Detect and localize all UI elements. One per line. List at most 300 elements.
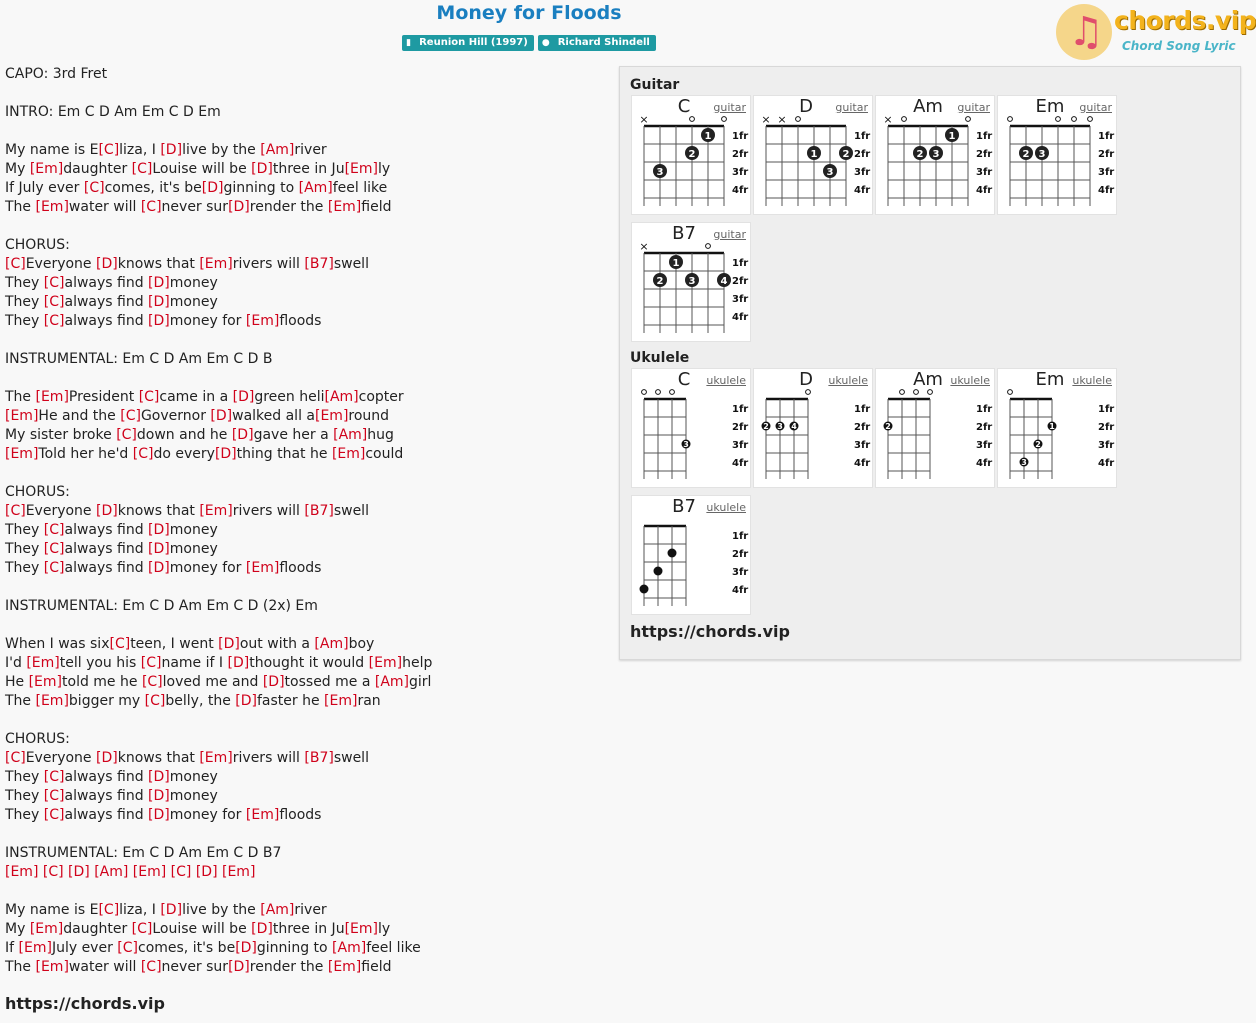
chord-link[interactable]: [C] <box>43 769 65 785</box>
lyric-text: ginning to <box>256 940 333 956</box>
lyric-text: liza, I <box>119 142 161 158</box>
fret-number-label: 1fr <box>732 258 749 269</box>
album-icon: ▮ <box>406 38 412 48</box>
lyric-text: told me he <box>62 674 142 690</box>
chord-link[interactable]: [C] <box>43 541 65 557</box>
lyric-text: INSTRUMENTAL: Em C D Am Em C D (2x) Em <box>5 598 318 614</box>
chord-name: C <box>677 96 691 117</box>
chord-link[interactable]: [Em] <box>199 256 233 272</box>
fret-number-label: 2fr <box>976 149 993 160</box>
chord-name: Am <box>913 96 943 117</box>
fret-number-label: 2fr <box>1098 422 1115 433</box>
lyric-text: INSTRUMENTAL: Em C D Am Em C D B <box>5 351 273 367</box>
chord-link[interactable]: [C] <box>140 959 162 975</box>
chord-link[interactable]: [D] <box>227 655 250 671</box>
chord-link[interactable]: [C] <box>141 674 163 690</box>
lyric-text: walked all a <box>232 408 315 424</box>
chord-link[interactable]: [D] <box>96 256 118 272</box>
chord-link[interactable]: [C] <box>116 427 137 443</box>
instrument-link[interactable]: ukulele <box>1072 374 1112 387</box>
lyric-text: knows that <box>117 256 200 272</box>
lyric-line <box>5 521 605 540</box>
chord-name: Em <box>1035 369 1065 390</box>
open-string-marker <box>900 390 905 395</box>
chord-link[interactable]: [Em] <box>315 408 349 424</box>
chord-link[interactable]: [D] <box>231 427 254 443</box>
open-string-marker <box>706 244 711 249</box>
lyric-text: always find <box>64 560 149 576</box>
instrument-link[interactable]: ukulele <box>706 501 746 514</box>
chord-link[interactable]: [C] <box>5 256 26 272</box>
chord-link[interactable]: [Em] <box>327 959 362 975</box>
open-string-marker <box>966 117 971 122</box>
album-badge[interactable] <box>402 35 534 51</box>
lyric-text: field <box>361 959 392 975</box>
instrument-link[interactable]: guitar <box>1079 101 1112 114</box>
lyric-line <box>5 540 605 559</box>
fret-number-label: 3fr <box>732 440 749 451</box>
chord-diagram-ukulele-d[interactable] <box>753 368 873 488</box>
lyric-text: rivers will <box>232 256 305 272</box>
chord-link[interactable]: [C] <box>98 902 120 918</box>
ukulele-section-label: Ukulele <box>630 350 690 366</box>
chord-link[interactable]: [C] <box>43 807 65 823</box>
chord-link[interactable]: [Em] <box>5 408 39 424</box>
lyric-text: field <box>361 199 392 215</box>
chord-link[interactable]: [Em] <box>199 503 233 519</box>
chord-link[interactable]: [D] <box>160 142 183 158</box>
fret-number-label: 2fr <box>1098 149 1115 160</box>
lyric-text: always find <box>64 313 149 329</box>
blank-line <box>5 578 605 597</box>
lyric-text: money for <box>169 807 246 823</box>
fret-number-label: 4fr <box>976 458 993 469</box>
fret-number-label: 1fr <box>976 131 993 142</box>
chord-link[interactable]: [Em] <box>344 161 378 177</box>
finger-number: 4 <box>791 422 797 431</box>
open-string-marker <box>1008 117 1013 122</box>
chord-link[interactable]: [C] <box>5 750 26 766</box>
chord-link[interactable]: [C] <box>5 503 26 519</box>
artist-label: Richard Shindell <box>557 37 650 48</box>
chord-link[interactable]: [Em] <box>245 560 280 576</box>
lyric-text: rivers will <box>232 503 305 519</box>
fret-number-label: 4fr <box>732 185 749 196</box>
chord-link[interactable]: [Am] <box>260 902 295 918</box>
chord-diagram-ukulele-b7[interactable] <box>631 495 751 615</box>
lyric-line <box>5 312 605 331</box>
lyric-text: If <box>5 940 19 956</box>
chord-link[interactable]: [C] <box>120 408 141 424</box>
instrument-link[interactable]: guitar <box>713 228 746 241</box>
chord-link[interactable]: [D] <box>148 769 170 785</box>
fret-number-label: 4fr <box>732 312 749 323</box>
chord-link[interactable]: [Em] <box>245 313 280 329</box>
chord-link[interactable]: [D] <box>160 902 183 918</box>
chord-name: B7 <box>672 496 696 517</box>
chord-link[interactable]: [Em] <box>35 693 69 709</box>
fret-number-label: 2fr <box>854 149 871 160</box>
fret-number-label: 3fr <box>854 167 871 178</box>
chord-link[interactable]: [D] <box>148 313 170 329</box>
lyric-text: comes, it's be <box>138 940 236 956</box>
fret-number-label: 1fr <box>732 131 749 142</box>
lyric-text: river <box>294 142 327 158</box>
open-string-marker <box>722 117 727 122</box>
chord-link[interactable]: [D] <box>251 161 273 177</box>
open-string-marker <box>1008 390 1013 395</box>
lyric-text: Louise will be <box>152 161 252 177</box>
finger-number: 3 <box>777 422 783 431</box>
instrument-link[interactable]: guitar <box>957 101 990 114</box>
lyric-line <box>5 806 605 825</box>
lyric-text: hug <box>367 427 394 443</box>
chord-diagram-ukulele-em[interactable] <box>997 368 1117 488</box>
chord-link[interactable]: [Am] <box>374 674 410 690</box>
blank-line <box>5 825 605 844</box>
chord-link[interactable]: [D] <box>210 408 233 424</box>
lyric-text: money <box>169 275 218 291</box>
chord-link[interactable]: [D] <box>195 864 218 880</box>
fretboard-grid <box>754 369 874 489</box>
lyric-line <box>5 407 605 426</box>
lyric-text: He <box>5 674 29 690</box>
lyric-text: girl <box>409 674 432 690</box>
lyric-text: teen, I went <box>130 636 219 652</box>
chord-link[interactable]: [D] <box>68 864 90 880</box>
lyric-line <box>5 559 605 578</box>
blank-line <box>5 331 605 350</box>
finger-dot <box>668 549 677 558</box>
lyric-text: Everyone <box>25 256 96 272</box>
chord-name: Em <box>1035 96 1065 117</box>
fret-number-label: 2fr <box>732 422 749 433</box>
blank-line <box>5 464 605 483</box>
chord-link[interactable]: [Am] <box>314 636 349 652</box>
open-string-marker <box>690 117 695 122</box>
chord-link[interactable]: [Em] <box>29 921 64 937</box>
chord-link[interactable]: [B7] <box>304 750 334 766</box>
fret-number-label: 1fr <box>976 404 993 415</box>
chord-link[interactable]: [C] <box>109 636 131 652</box>
chord-link[interactable]: [Am] <box>324 389 359 405</box>
lyric-line <box>5 730 605 749</box>
lyric-text: They <box>5 294 44 310</box>
chord-link[interactable]: [C] <box>98 142 120 158</box>
lyric-text: three in Ju <box>272 161 345 177</box>
lyric-line <box>5 920 605 939</box>
lyric-text: feel like <box>366 940 421 956</box>
lyric-line <box>5 179 605 198</box>
chord-link[interactable]: [C] <box>144 693 166 709</box>
chord-link[interactable]: [Em] <box>18 940 52 956</box>
chord-link[interactable]: [Em] <box>199 750 233 766</box>
lyric-text: swell <box>333 750 369 766</box>
fret-number-label: 2fr <box>732 276 749 287</box>
lyric-text: swell <box>333 256 369 272</box>
blank-line <box>5 369 605 388</box>
chord-link[interactable]: [D] <box>148 275 170 291</box>
lyric-line <box>5 768 605 787</box>
chord-diagram-ukulele-am[interactable] <box>875 368 995 488</box>
chord-diagram-guitar-am[interactable] <box>875 95 995 215</box>
lyric-text: thought it would <box>249 655 369 671</box>
finger-number: 1 <box>948 131 956 142</box>
blank-line <box>5 711 605 730</box>
chord-link[interactable]: [Em] <box>344 921 378 937</box>
chord-link[interactable]: [D] <box>232 389 255 405</box>
chord-link[interactable]: [D] <box>235 940 257 956</box>
chord-link[interactable]: [C] <box>140 655 162 671</box>
finger-number: 3 <box>683 440 689 449</box>
instrument-link[interactable]: guitar <box>713 101 746 114</box>
lyric-text: tossed me a <box>284 674 375 690</box>
chord-link[interactable]: [Em] <box>29 161 64 177</box>
chord-link[interactable]: [D] <box>148 788 170 804</box>
lyric-text: Told her he'd <box>38 446 133 462</box>
site-logo[interactable] <box>1054 2 1256 64</box>
finger-number: 1 <box>672 258 680 269</box>
guitar-section-label: Guitar <box>630 77 680 93</box>
chord-link[interactable]: [D] <box>218 636 240 652</box>
artist-badge[interactable] <box>538 35 656 51</box>
lyric-text: CHORUS: <box>5 237 70 253</box>
lyric-text: Everyone <box>25 750 96 766</box>
instrument-link[interactable]: ukulele <box>828 374 868 387</box>
chord-link[interactable]: [Em] <box>331 446 366 462</box>
lyric-text: river <box>294 902 327 918</box>
chord-link[interactable]: [C] <box>42 864 64 880</box>
chord-link[interactable]: [Am] <box>332 940 367 956</box>
lyric-text: boy <box>348 636 375 652</box>
lyric-text: name if I <box>161 655 228 671</box>
lyric-line <box>5 483 605 502</box>
chord-link[interactable]: [Em] <box>324 693 358 709</box>
lyric-line <box>5 141 605 160</box>
chord-link[interactable]: [Am] <box>298 180 333 196</box>
lyric-text: ginning to <box>223 180 299 196</box>
chord-link[interactable]: [Em] <box>35 199 69 215</box>
blank-line <box>5 217 605 236</box>
chord-diagram-ukulele-c[interactable] <box>631 368 751 488</box>
album-label: Reunion Hill (1997) <box>419 37 528 48</box>
muted-string-marker: × <box>883 113 893 126</box>
chord-link[interactable]: [Em] <box>245 807 280 823</box>
chord-link[interactable]: [Em] <box>327 199 362 215</box>
lyric-text: always find <box>64 541 149 557</box>
chord-link[interactable]: [D] <box>148 541 170 557</box>
fret-number-label: 3fr <box>732 567 749 578</box>
fretboard-grid <box>876 96 996 216</box>
chord-link[interactable]: [D] <box>214 446 237 462</box>
lyric-text: INTRO: Em C D Am Em C D Em <box>5 104 221 120</box>
lyric-text: loved me and <box>162 674 263 690</box>
chord-link[interactable]: [B7] <box>304 256 334 272</box>
finger-number: 3 <box>1021 458 1027 467</box>
chord-link[interactable]: [D] <box>228 959 250 975</box>
lyric-text: copter <box>358 389 404 405</box>
open-string-marker <box>670 390 675 395</box>
lyric-text: When I was six <box>5 636 110 652</box>
chord-link[interactable]: [C] <box>43 560 65 576</box>
lyric-text: always find <box>64 522 149 538</box>
open-string-marker <box>656 390 661 395</box>
lyric-text: rivers will <box>232 750 305 766</box>
lyric-text: always find <box>64 294 149 310</box>
chord-link[interactable]: [Am] <box>260 142 295 158</box>
fret-number-label: 3fr <box>976 440 993 451</box>
chord-link[interactable]: [D] <box>235 693 257 709</box>
lyric-text: help <box>402 655 433 671</box>
chord-link[interactable]: [Em] <box>222 864 256 880</box>
lyric-text: money <box>169 522 218 538</box>
chord-link[interactable]: [D] <box>251 921 273 937</box>
lyric-text: do every <box>153 446 215 462</box>
blank-line <box>5 122 605 141</box>
lyric-text: out with a <box>239 636 315 652</box>
instrument-link[interactable]: guitar <box>835 101 868 114</box>
lyric-line <box>5 103 605 122</box>
chord-link[interactable]: [Em] <box>35 389 69 405</box>
chord-link[interactable]: [C] <box>132 446 154 462</box>
lyric-text: daughter <box>63 921 132 937</box>
lyric-line <box>5 635 605 654</box>
chord-link[interactable]: [D] <box>96 750 118 766</box>
blank-line <box>5 84 605 103</box>
lyric-text: always find <box>64 275 149 291</box>
finger-dot <box>640 585 649 594</box>
chord-link[interactable]: [Am] <box>333 427 368 443</box>
chord-diagram-guitar-b7[interactable] <box>631 222 751 342</box>
site-url-footer[interactable]: https://chords.vip <box>5 994 165 1013</box>
fretboard-grid <box>876 369 996 489</box>
lyric-text: The <box>5 959 36 975</box>
chord-link[interactable]: [C] <box>43 294 65 310</box>
chord-link[interactable]: [D] <box>96 503 118 519</box>
chord-panel <box>619 66 1241 660</box>
finger-number: 2 <box>842 149 850 160</box>
lyric-text: round <box>348 408 390 424</box>
blank-line <box>5 616 605 635</box>
fret-number-label: 4fr <box>732 585 749 596</box>
lyric-text: always find <box>64 788 149 804</box>
lyric-text: The <box>5 389 36 405</box>
finger-number: 2 <box>688 149 696 160</box>
chord-link[interactable]: [C] <box>43 275 65 291</box>
chord-link[interactable]: [Em] <box>368 655 403 671</box>
lyric-line <box>5 445 605 464</box>
chord-link[interactable]: [D] <box>228 199 250 215</box>
lyric-text: liza, I <box>119 902 161 918</box>
lyric-text: They <box>5 560 44 576</box>
fret-number-label: 1fr <box>854 404 871 415</box>
chord-link[interactable]: [Em] <box>5 446 39 462</box>
logo-tagline: Chord Song Lyric <box>1122 39 1236 53</box>
chord-link[interactable]: [D] <box>148 294 170 310</box>
site-url-panel[interactable]: https://chords.vip <box>630 622 790 641</box>
instrument-link[interactable]: ukulele <box>706 374 746 387</box>
fret-number-label: 4fr <box>854 185 871 196</box>
chord-link[interactable]: [Em] <box>5 864 39 880</box>
chord-link[interactable]: [C] <box>117 940 138 956</box>
lyric-text: Louise will be <box>152 921 252 937</box>
chord-link[interactable]: [Em] <box>132 864 167 880</box>
fret-number-label: 4fr <box>1098 458 1115 469</box>
lyric-text: gave her a <box>253 427 334 443</box>
chord-diagram-guitar-em[interactable] <box>997 95 1117 215</box>
lyric-text: floods <box>279 807 322 823</box>
chord-link[interactable]: [D] <box>148 807 170 823</box>
finger-number: 2 <box>1035 440 1041 449</box>
chord-link[interactable]: [C] <box>43 522 65 538</box>
chord-diagram-guitar-d[interactable] <box>753 95 873 215</box>
lyric-line <box>5 255 605 274</box>
chord-link[interactable]: [D] <box>148 560 170 576</box>
chord-link[interactable]: [C] <box>83 180 105 196</box>
chord-link[interactable]: [D] <box>148 522 170 538</box>
lyric-text: floods <box>279 313 322 329</box>
finger-number: 3 <box>688 276 696 287</box>
chord-link[interactable]: [C] <box>138 389 160 405</box>
fretboard-grid <box>632 369 752 489</box>
chord-link[interactable]: [C] <box>140 199 162 215</box>
finger-number: 3 <box>1038 149 1046 160</box>
song-title: Money for Floods <box>436 2 622 24</box>
finger-number: 1 <box>810 149 818 160</box>
lyric-text: I'd <box>5 655 27 671</box>
blank-line <box>5 882 605 901</box>
muted-string-marker: × <box>639 113 649 126</box>
chord-link[interactable]: [B7] <box>304 503 334 519</box>
chord-link[interactable]: [C] <box>43 313 65 329</box>
lyrics-body <box>5 65 605 977</box>
lyric-text: My <box>5 921 30 937</box>
lyric-text: money <box>169 541 218 557</box>
lyric-text: They <box>5 788 44 804</box>
fretboard-grid <box>998 96 1118 216</box>
chord-link[interactable]: [C] <box>43 788 65 804</box>
chord-link[interactable]: [Em] <box>26 655 60 671</box>
lyric-text: My sister broke <box>5 427 117 443</box>
chord-link[interactable]: [D] <box>201 180 224 196</box>
fret-number-label: 3fr <box>976 167 993 178</box>
chord-link[interactable]: [C] <box>170 864 192 880</box>
chord-link[interactable]: [D] <box>262 674 285 690</box>
chord-diagram-guitar-c[interactable] <box>631 95 751 215</box>
muted-string-marker: × <box>639 240 649 253</box>
chord-link[interactable]: [C] <box>131 161 153 177</box>
chord-link[interactable]: [Em] <box>35 959 69 975</box>
lyric-text: never sur <box>161 959 229 975</box>
finger-number: 3 <box>826 167 834 178</box>
chord-link[interactable]: [Em] <box>28 674 63 690</box>
lyric-line <box>5 350 605 369</box>
lyric-text: ly <box>377 921 391 937</box>
lyric-text: My name is E <box>5 902 99 918</box>
finger-number: 2 <box>885 422 891 431</box>
chord-name: B7 <box>672 223 696 244</box>
chord-link[interactable]: [Am] <box>94 864 129 880</box>
chord-link[interactable]: [C] <box>131 921 153 937</box>
finger-number: 3 <box>656 167 664 178</box>
lyric-text: ran <box>357 693 381 709</box>
instrument-link[interactable]: ukulele <box>950 374 990 387</box>
fret-number-label: 3fr <box>1098 167 1115 178</box>
guitar-icon: ♫ <box>1068 9 1104 55</box>
lyric-text: money for <box>169 313 246 329</box>
lyric-line <box>5 654 605 673</box>
chord-name: D <box>799 96 813 117</box>
